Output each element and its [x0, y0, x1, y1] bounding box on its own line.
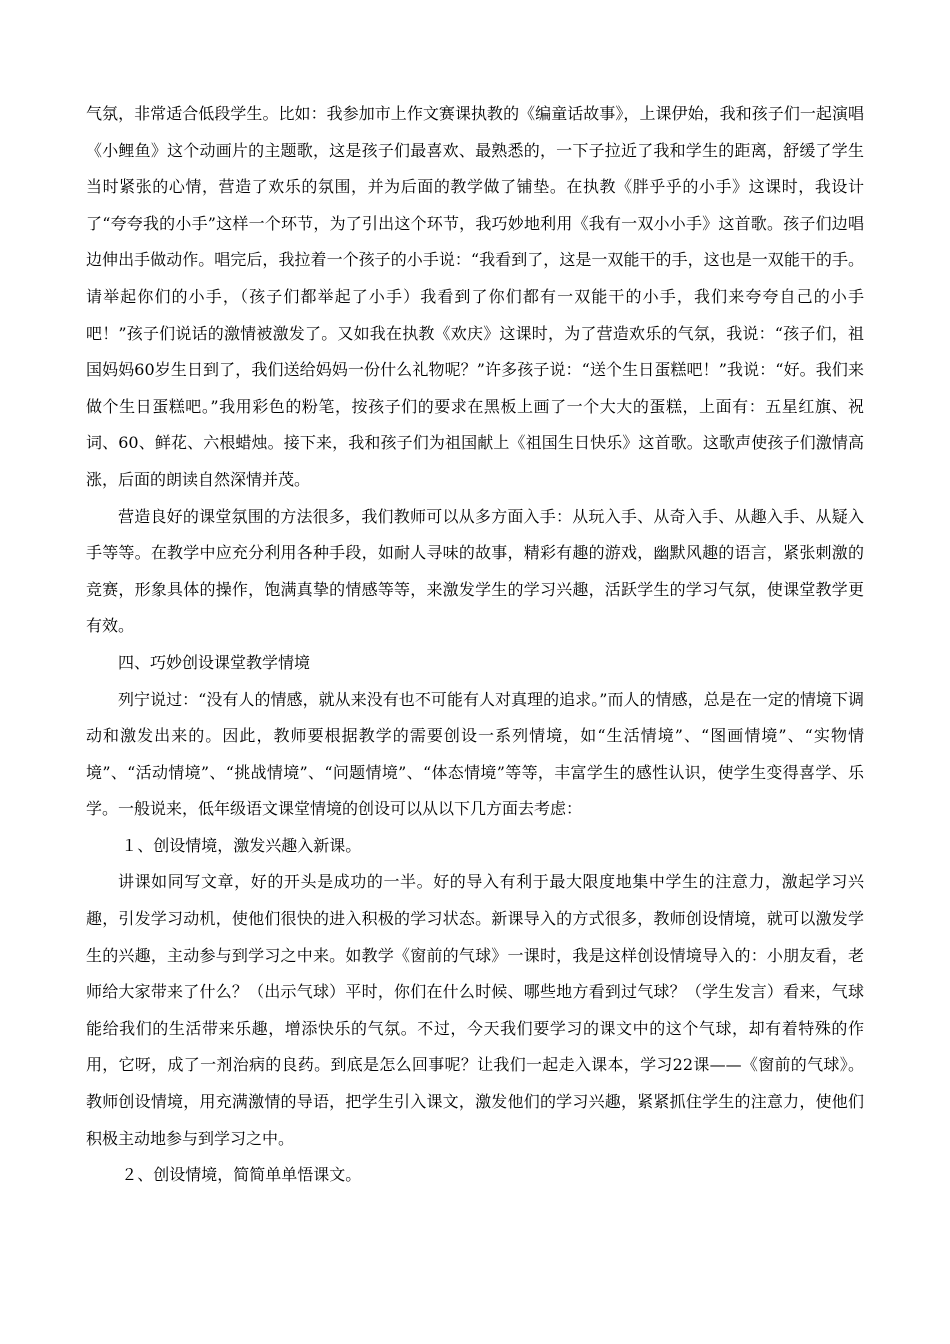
list-heading-1: １、创设情境，激发兴趣入新课。: [121, 835, 362, 855]
document-page: [86, 96, 864, 1194]
section-heading-4: 四、巧妙创设课堂教学情境: [118, 652, 311, 672]
paragraph-lenin-quote: 列宁说过：“没有人的情感，就从来没有也不可能有人对真理的追求。”而人的情感，总是在一定的情境下调动和激发出来的。因此，教师要根据教学的需要创设一系列情境，如“生活情境”、“图画情境”、“实物情境”、“活动情境”、“挑战情境”、“问题情境”、“体态情境”等等，丰富学生的感性认识，使学生变得喜学、乐学。一般说来，低年级语文课堂情境的创设可以从以下几方面去考虑：: [86, 689, 864, 819]
paragraph-lesson-intro: 讲课如同写文章，好的开头是成功的一半。好的导入有利于最大限度地集中学生的注意力，激起学习兴趣，引发学习动机，使他们很快的进入积极的学习状态。新课导入的方式很多，教师创设情境，就可以激发学生的兴趣，主动参与到学习之中来。如教学《窗前的气球》一课时，我是这样创设情境导入的：小朋友看，老师给大家带来了什么？（出示气球）平时，你们在什么时候、哪些地方看到过气球？（学生发言）看来，气球能给我们的生活带来乐趣，增添快乐的气氛。不过，今天我们要学习的课文中的这个气球，却有着特殊的作用，它呀，成了一剂治病的良药。到底是怎么回事呢？让我们一起走入课本，学习22课——《窗前的气球》。教师创设情境，用充满激情的导语，把学生引入课文，激发他们的学习兴趣，紧紧抓住学生的注意力，使他们积极主动地参与到学习之中。: [86, 872, 864, 1148]
paragraph-anecdotes: 气氛，非常适合低段学生。比如：我参加市上作文赛课执教的《编童话故事》，上课伊始，我和孩子们一起演唱《小鲤鱼》这个动画片的主题歌，这是孩子们最喜欢、最熟悉的，一下子拉近了我和学生的距离，舒缓了学生当时紧张的心情，营造了欢乐的氛围，并为后面的教学做了铺垫。在执教《胖乎乎的小手》这课时，我设计了“夸夸我的小手”这样一个环节，为了引出这个环节，我巧妙地利用《我有一双小小手》这首歌。孩子们边唱边伸出手做动作。唱完后，我拉着一个孩子的小手说：“我看到了，这是一双能干的手，这也是一双能干的手。请举起你们的小手，（孩子们都举起了小手）我看到了你们都有一双能干的小手，我们来夸夸自己的小手吧！”孩子们说话的激情被激发了。又如我在执教《欢庆》这课时，为了营造欢乐的气氛，我说：“孩子们，祖国妈妈60岁生日到了，我们送给妈妈一份什么礼物呢？”许多孩子说：“送个生日蛋糕吧！”我说：“好。我们来做个生日蛋糕吧。”我用彩色的粉笔，按孩子们的要求在黑板上画了一个大大的蛋糕，上面有：五星红旗、祝词、60、鲜花、六根蜡烛。接下来，我和孩子们为祖国献上《祖国生日快乐》这首歌。这歌声使孩子们激情高涨，后面的朗读自然深情并茂。: [86, 104, 864, 489]
paragraph-atmosphere-methods: 营造良好的课堂氛围的方法很多，我们教师可以从多方面入手：从玩入手、从奇入手、从趣入手、从疑入手等等。在教学中应充分利用各种手段，如耐人寻味的故事，精彩有趣的游戏，幽默风趣的语言，紧张刺激的竞赛，形象具体的操作，饱满真挚的情感等等，来激发学生的学习兴趣，活跃学生的学习气氛，使课堂教学更有效。: [86, 506, 864, 636]
list-heading-2: ２、创设情境，简简单单悟课文。: [121, 1165, 362, 1185]
